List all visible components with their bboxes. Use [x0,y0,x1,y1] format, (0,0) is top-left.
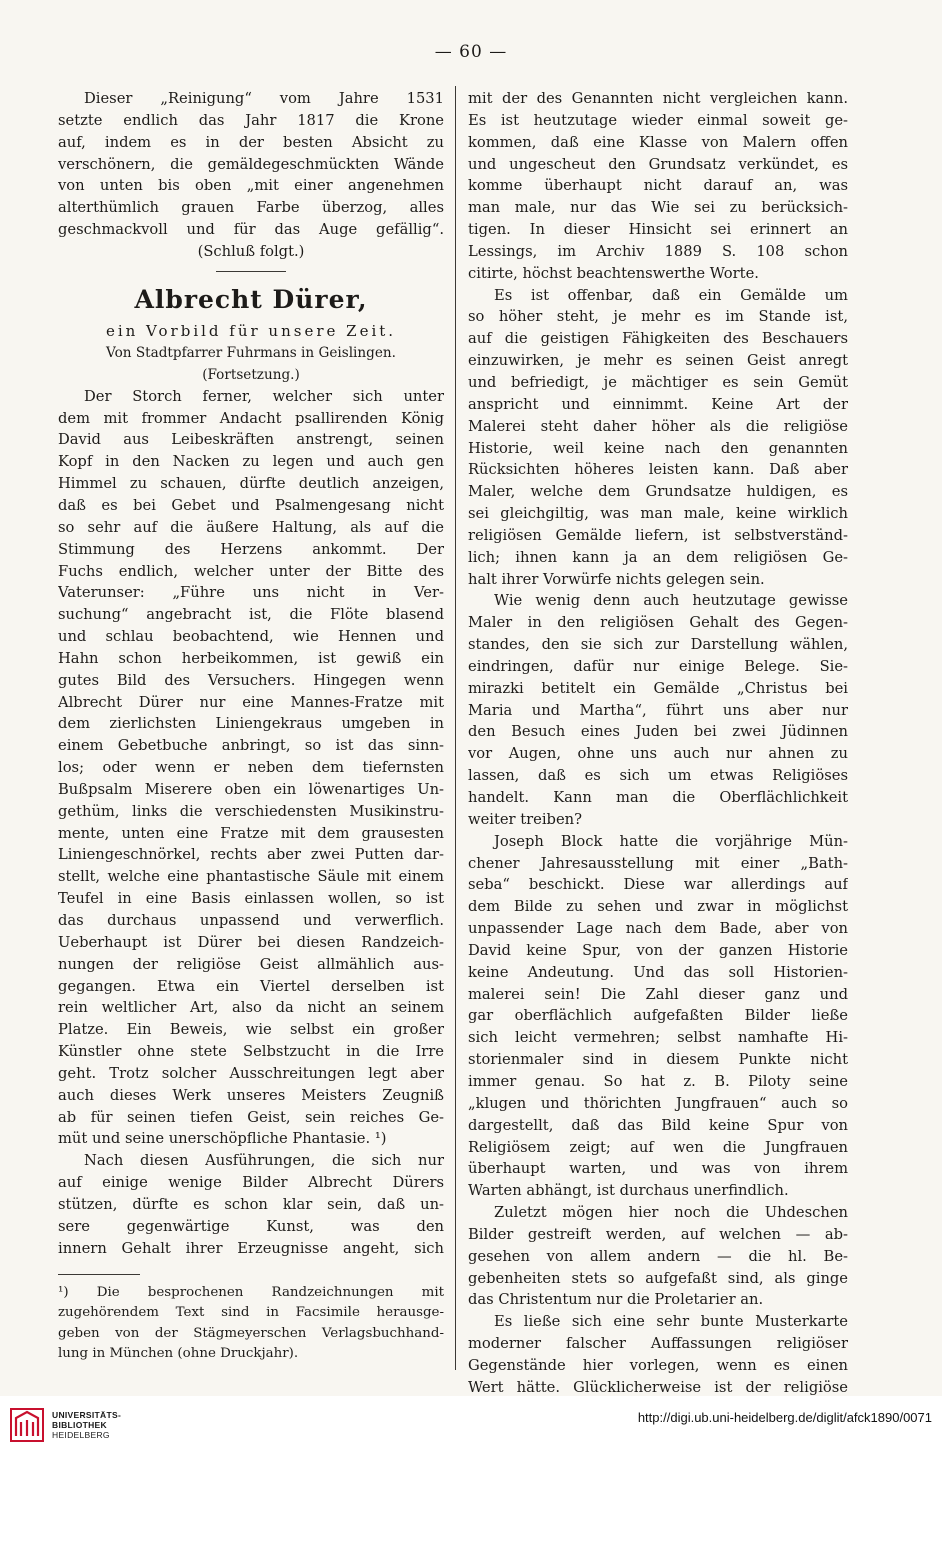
text-line: Wert hätte. Glücklicherweise ist der religiöse [468,1378,848,1396]
footnote-line: zugehörendem Text sind in Facsimile herausge- [58,1305,444,1320]
text-line: mit der des Genannten nicht vergleichen kann. [468,90,848,107]
right-column [468,88,848,1399]
text-line: verschönern, die gemäldegeschmückten Wände [58,155,444,173]
text-line: das durchaus unpassend und verwerflich. [58,912,444,929]
text-line: anspricht und einnimmt. Keine Art der [468,395,848,413]
text-line: chener Jahresausstellung mit einer „Bath- [468,854,848,872]
left-column [58,88,444,1365]
intro-paragraph [58,88,444,241]
footnote-line: geben von der Stägmeyerschen Verlagsbuchhand- [58,1325,444,1341]
library-name-line: BIBLIOTHEK [52,1420,107,1430]
text-line: Maler, welche dem Grundsatze huldigen, es [468,483,848,501]
footnote [58,1283,444,1365]
text-line: weiter treiben? [468,810,582,828]
text-line: Malerei steht daher höher als die religiöse [468,417,848,435]
article-byline: Von Stadtpfarrer Fuhrmans in Geislingen. [106,344,396,361]
text-line: moderner falscher Auffassungen religiöser [468,1335,848,1353]
text-line: setzte endlich das Jahr 1817 die Krone [58,111,444,129]
text-line: Teufel in eine Basis einlassen wollen, so ist [58,890,444,908]
text-line: handelt. Kann man die Oberflächlichkeit [468,789,848,806]
text-line: Der Storch ferner, welcher sich unter [84,387,444,405]
text-line: mente, unten eine Fratze mit dem grausesten [58,824,444,842]
footnote-line: ¹) Die besprochenen Randzeichnungen mit [58,1284,444,1300]
text-line: Maler in den religiösen Gehalt des Gegen- [468,614,848,632]
text-line: ab für seinen tiefen Geist, sein reiches Ge- [58,1108,444,1126]
text-line: Zuletzt mögen hier noch die Uhdeschen [494,1204,848,1222]
text-line: Fuchs endlich, welcher unter der Bitte des [58,562,444,580]
text-line: David aus Leibeskräften anstrengt, seinen [58,431,444,449]
text-line: das Christentum nur die Proletarier an. [468,1291,764,1309]
text-line: seba“ beschickt. Diese war allerdings auf [468,876,848,894]
article-body-paragraph [58,386,444,1151]
text-line: tigen. In dieser Hinsicht sei erinnert an [468,221,848,239]
text-line: Albrecht Dürer nur eine Mannes-Fratze mit [58,693,444,711]
library-name-line: UNIVERSITÄTS- [52,1410,122,1420]
text-line: Kopf in den Nacken zu legen und auch gen [58,453,444,471]
text-line: Liniengeschnörkel, rechts aber zwei Putten dar- [58,846,444,864]
text-line: dem zierlichsten Liniengekraus umgeben in [58,715,444,733]
text-line: Hahn schon herbeikommen, ist gewiß ein [58,649,444,667]
source-url-link[interactable]: http://digi.ub.uni-heidelberg.de/diglit/afck1890/0071 [637,1410,932,1425]
text-line: geschmackvoll und für das Auge gefällig“. [58,221,444,239]
text-line: einzuwirken, je mehr es seinen Geist anregt [468,352,848,370]
text-line: Dieser „Reinigung“ vom Jahre 1531 [84,90,444,107]
text-line: müt und seine unerschöpfliche Phantasie. ¹) [58,1130,387,1148]
text-line: keine Andeutung. Und das soll Historien- [468,963,848,981]
to-be-continued-note: (Schluß folgt.) [197,242,305,260]
text-line: so sehr auf die äußere Haltung, als auf die [58,518,444,536]
text-line: dem mit frommer Andacht psallirenden König [58,409,444,427]
text-line: standes, den sie sich zur Darstellung wählen, [468,636,848,654]
text-line: immer genau. So hat z. B. Piloty seine [468,1072,848,1090]
text-line: alterthümlich grauen Farbe überzog, alles [58,199,444,217]
text-line: lassen, daß es sich um etwas Religiöses [468,767,848,785]
text-line: Historie, weil keine nach den genannten [468,439,848,457]
page-number: — 60 — [434,42,508,62]
text-line: Es ließe sich eine sehr bunte Musterkarte [494,1313,848,1331]
text-line: Warten abhängt, ist durchaus unerfindlich. [468,1182,789,1200]
continuation-note: (Fortsetzung.) [202,366,300,383]
text-line: Gegenstände hier vorlegen, wenn es einen [468,1356,848,1374]
text-line: halt ihrer Vorwürfe nichts gelegen sein. [468,570,765,588]
text-line: auch dieses Werk unseres Meisters Zeugniß [58,1086,444,1104]
text-line: den Besuch eines Juden bei zwei Jüdinnen [468,723,848,741]
text-line: sere gegenwärtige Kunst, was den [58,1217,444,1235]
text-line: und ungescheut den Grundsatz verkündet, es [468,155,848,173]
text-line: Maria und Martha“, führt uns aber nur [468,701,848,719]
text-line: nungen der religiöse Geist allmählich aus- [58,955,444,973]
text-line: stellt, welche eine phantastische Säule mit einem [58,868,444,886]
text-line: lich; ihnen kann ja an dem religiösen Ge- [468,548,848,566]
text-line: geht. Trotz solcher Ausschreitungen legt aber [58,1064,444,1082]
text-line: suchung“ angebracht ist, die Flöte blasend [58,606,444,624]
library-name-line: HEIDELBERG [52,1430,110,1440]
text-line: Religiösem zeigt; auf wen die Jungfrauen [468,1138,848,1156]
text-line: gethüm, links die verschiedensten Musikinstru- [58,802,444,820]
column-rule [455,86,456,1370]
text-line: so höher steht, je mehr es im Stande ist, [468,308,848,326]
text-line: los; oder wenn er neben dem tiefernsten [58,759,444,777]
text-line: kommen, daß eine Klasse von Malern offen [468,133,848,151]
text-line: Es ist offenbar, daß ein Gemälde um [494,286,848,304]
text-line: „klugen und thörichten Jungfrauen“ auch so [468,1094,848,1112]
text-line: malerei sein! Die Zahl dieser ganz und [468,985,848,1003]
section-divider [216,271,286,272]
text-line: auf einige wenige Bilder Albrecht Dürers [58,1174,444,1192]
text-line: David keine Spur, von der ganzen Historie [468,941,848,959]
text-line: daß es bei Gebet und Psalmengesang nicht [58,496,444,514]
text-line: Nach diesen Ausführungen, die sich nur [84,1152,444,1170]
text-line: Es ist heutzutage wieder einmal soweit ge- [468,111,848,129]
footnote-divider [58,1274,140,1275]
text-line: Künstler ohne stete Selbstzucht in die Irre [58,1043,444,1061]
article-title: Albrecht Dürer, [134,284,368,314]
text-line: stützen, dürfte es schon klar sein, daß un- [58,1195,444,1213]
text-line: gesehen von allem andern — die hl. Be- [468,1247,848,1265]
text-line: einem Gebetbuche anbringt, so ist das sinn- [58,737,444,755]
text-line: Rücksichten höheres leisten kann. Daß aber [468,461,848,479]
text-line: Wie wenig denn auch heutzutage gewisse [494,592,848,610]
text-line: Platze. Ein Beweis, wie selbst ein großer [58,1021,444,1039]
university-library-logo-icon [10,1408,44,1442]
text-line: gebenheiten stets so aufgefaßt sind, als ginge [468,1269,848,1287]
text-line: und schlau beobachtend, wie Hennen und [58,628,444,646]
text-line: auf die geistigen Fähigkeiten des Beschauers [468,330,848,348]
text-line: innern Gehalt ihrer Erzeugnisse angeht, sich [58,1239,444,1257]
footnote-line: lung in München (ohne Druckjahr). [58,1346,299,1361]
text-line: mirazki betitelt ein Gemälde „Christus bei [468,679,848,697]
library-name [52,1410,121,1440]
text-line: vor Augen, ohne uns auch nur ahnen zu [468,745,848,763]
footer-bar [0,1396,942,1548]
text-line: citirte, höchst beachtenswerthe Worte. [468,264,759,282]
text-line: eindringen, dafür nur einige Belege. Sie- [468,657,848,675]
text-line: religiösen Gemälde liefern, ist selbstverständ- [468,526,848,544]
article-subtitle: ein Vorbild für unsere Zeit. [105,321,397,340]
text-line: Himmel zu schauen, dürfte deutlich anzeigen, [58,475,444,493]
text-line: gutes Bild des Versuchers. Hingegen wenn [58,671,444,689]
text-line: sei gleichgiltig, was man male, keine wirklich [468,505,848,523]
text-line: Bilder gestreift werden, auf welchen — ab- [468,1225,848,1243]
text-line: storienmaler sind in diesem Punkte nicht [468,1051,848,1069]
text-line: Bußpsalm Miserere oben ein löwenartiges Un- [58,780,444,798]
text-line: gar oberflächlich aufgefaßten Bilder ließe [468,1007,848,1025]
text-line: rein weltlicher Art, also da nicht an seinem [58,999,444,1017]
text-line: man male, nur das Wie sei zu berücksich- [468,199,848,217]
text-line: dargestellt, daß das Bild keine Spur von [468,1116,848,1134]
text-line: Lessings, im Archiv 1889 S. 108 schon [468,242,848,260]
text-line: Vaterunser: „Führe uns nicht in Ver- [58,584,444,602]
text-line: unpassender Lage nach dem Bade, aber von [468,920,848,938]
text-line: überhaupt warten, und was von ihrem [468,1160,848,1178]
text-line: sich leicht vermehren; selbst namhafte Hi- [468,1029,848,1047]
text-line: gegangen. Etwa ein Viertel derselben ist [58,977,444,995]
text-line: Joseph Block hatte die vorjährige Mün- [494,832,848,850]
text-line: komme überhaupt nicht darauf an, was [468,177,848,195]
text-line: von unten bis oben „mit einer angenehmen [58,177,444,195]
text-line: auf, indem es in der besten Absicht zu [58,133,444,151]
text-line: und befriedigt, je mächtiger es sein Gemüt [468,373,848,391]
text-line: Stimmung des Herzens ankommt. Der [58,540,444,558]
text-line: Ueberhaupt ist Dürer bei diesen Randzeich- [58,933,444,951]
text-line: dem Bilde zu sehen und zwar in möglichst [468,898,848,916]
article-second-paragraph [58,1150,444,1259]
